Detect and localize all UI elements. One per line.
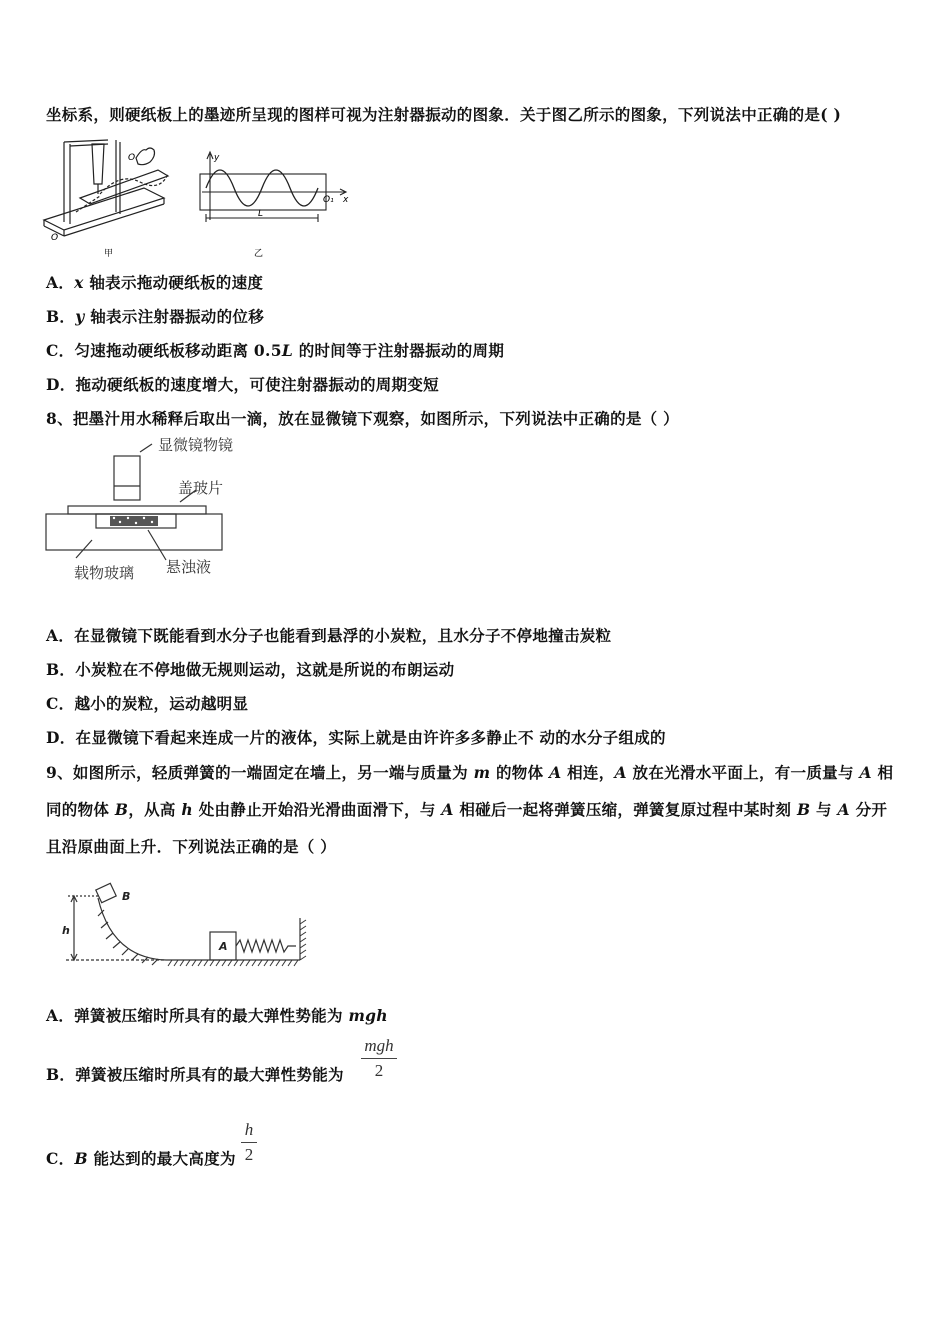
q9-var-h: h xyxy=(181,800,193,819)
q9-var-a-5: A xyxy=(837,800,850,819)
q9-option-b-denominator: 2 xyxy=(374,1061,384,1080)
q8-option-c-text: 越小的炭粒，运动越明显 xyxy=(74,694,249,713)
q7-option-b-var: y xyxy=(75,307,85,326)
q7-option-a xyxy=(46,271,263,293)
q9-option-a xyxy=(46,1004,388,1026)
q9-line2-e: 与 xyxy=(810,800,838,819)
q9-stem-line1 xyxy=(46,761,893,783)
q8-option-d xyxy=(46,726,666,748)
q8-option-a xyxy=(46,624,611,646)
q8-option-b-text: 小炭粒在不停地做无规则运动，这就是所说的布朗运动 xyxy=(75,660,455,679)
q9-option-a-text: 弹簧被压缩时所具有的最大弹性势能为 xyxy=(74,1006,349,1025)
q9-line2-f: 分开 xyxy=(849,800,888,819)
q9-var-m: m xyxy=(473,763,491,782)
q9-option-c-text: 能达到的最大高度为 xyxy=(87,1149,236,1168)
q9-option-b-letter: B． xyxy=(46,1065,76,1084)
q9-option-b xyxy=(46,1063,344,1085)
q7-option-a-text: 轴表示拖动硬纸板的速度 xyxy=(83,273,264,292)
q7-option-c xyxy=(46,339,504,361)
q9-var-b-2: B xyxy=(796,800,811,819)
q9-var-a-3: A xyxy=(859,763,872,782)
q8-suspension-particles xyxy=(110,516,158,526)
q9-stem-line2 xyxy=(46,798,887,820)
q9-option-c xyxy=(46,1147,236,1169)
q8-option-d-letter: D． xyxy=(46,728,76,747)
q9-line1-a: 9、如图所示，轻质弹簧的一端固定在墙上，另一端与质量为 xyxy=(46,763,474,782)
q7-fig-label-L: L xyxy=(258,209,264,219)
q8-fig-label-objective: 显微镜物镜 xyxy=(158,436,234,454)
q8-option-a-text: 在显微镜下既能看到水分子也能看到悬浮的小炭粒，且水分子不停地撞击炭粒 xyxy=(74,626,612,645)
q7-fig-label-yi: 乙 xyxy=(254,249,264,259)
q7-fig-label-jia: 甲 xyxy=(104,249,114,259)
q9-option-c-numerator: h xyxy=(244,1120,254,1139)
q9-line2-b: ，从高 xyxy=(128,800,182,819)
q9-line2-c: 处由静止开始沿光滑曲面滑下，与 xyxy=(193,800,442,819)
q9-fig-label-a: A xyxy=(219,940,228,953)
q9-option-b-fraction xyxy=(361,1036,397,1081)
q9-line2-a: 同的物体 xyxy=(46,800,115,819)
q7-figure-yi xyxy=(200,152,346,222)
q9-option-c-denominator: 2 xyxy=(244,1145,254,1164)
q7-option-b-text: 轴表示注射器振动的位移 xyxy=(84,307,265,326)
q8-option-c-letter: C． xyxy=(46,694,75,713)
q7-fig-label-o: O xyxy=(51,233,59,243)
q8-option-d-text: 在显微镜下看起来连成一片的液体，实际上就是由许许多多静止不 动的水分子组成的 xyxy=(75,728,666,747)
q7-option-c-pre: 匀速拖动硬纸板移动距离 0.5 xyxy=(74,341,282,360)
q9-stem-line3: 且沿原曲面上升．下列说法正确的是（ ） xyxy=(46,837,337,856)
q9-var-a-1: A xyxy=(549,763,562,782)
q8-fig-label-cover: 盖玻片 xyxy=(178,479,224,497)
q8-figure xyxy=(40,430,260,594)
q9-line1-e: 相 xyxy=(871,763,894,782)
q7-option-a-letter: A． xyxy=(46,273,75,292)
q7-option-d-letter: D． xyxy=(46,375,76,394)
q9-option-b-numerator: mgh xyxy=(364,1036,394,1055)
q9-line1-d: 放在光滑水平面上，有一质量与 xyxy=(626,763,860,782)
q9-option-c-var: B xyxy=(74,1149,88,1168)
q8-option-b-letter: B． xyxy=(46,660,76,679)
q7-option-b xyxy=(46,305,264,327)
q9-option-c-letter: C． xyxy=(46,1149,75,1168)
q7-option-d xyxy=(46,373,439,395)
q8-stem: 8、把墨汁用水稀释后取出一滴，放在显微镜下观察，如图所示，下列说法中正确的是（ ） xyxy=(46,409,679,428)
q7-option-a-var: x xyxy=(74,273,84,292)
q7-fig-label-y: y xyxy=(214,153,220,163)
q7-fig-label-o1: O₁ xyxy=(323,195,334,205)
q9-line1-c: 相连， xyxy=(561,763,615,782)
q9-fig-label-b: B xyxy=(122,890,131,903)
q9-var-b-1: B xyxy=(114,800,129,819)
q9-line2-d: 相碰后一起将弹簧压缩，弹簧复原过程中某时刻 xyxy=(453,800,797,819)
q7-figure-jia xyxy=(44,140,168,236)
q9-figure xyxy=(60,880,320,984)
q8-option-c xyxy=(46,692,248,714)
q8-option-a-letter: A． xyxy=(46,626,75,645)
q7-fig-label-o-top: O xyxy=(128,153,136,163)
q9-option-c-fraction xyxy=(241,1120,257,1165)
q7-fig-label-x: x xyxy=(343,195,349,205)
q7-option-c-var: L xyxy=(281,341,294,360)
q9-var-a-4: A xyxy=(441,800,454,819)
q7-option-b-letter: B． xyxy=(46,307,76,326)
q9-line1-b: 的物体 xyxy=(490,763,550,782)
q8-fig-label-slide: 载物玻璃 xyxy=(74,564,135,582)
q7-option-c-text: 的时间等于注射器振动的周期 xyxy=(293,341,505,360)
q9-fig-label-h: h xyxy=(62,924,70,937)
q7-stem-tail: 坐标系，则硬纸板上的墨迹所呈现的图样可视为注射器振动的图象．关于图乙所示的图象，下列说法中正确的是( ) xyxy=(46,105,842,124)
q7-option-d-text: 拖动硬纸板的速度增大，可使注射器振动的周期变短 xyxy=(75,375,439,394)
q9-option-a-expr: mgh xyxy=(348,1006,388,1025)
q7-figure xyxy=(40,132,360,264)
q8-option-b xyxy=(46,658,454,680)
q9-var-a-2: A xyxy=(614,763,627,782)
q8-fig-label-suspension: 悬浊液 xyxy=(166,558,212,576)
q9-option-b-text: 弹簧被压缩时所具有的最大弹性势能为 xyxy=(75,1065,344,1084)
q9-hatching xyxy=(168,920,306,966)
q7-option-c-letter: C． xyxy=(46,341,75,360)
q9-option-a-letter: A． xyxy=(46,1006,75,1025)
